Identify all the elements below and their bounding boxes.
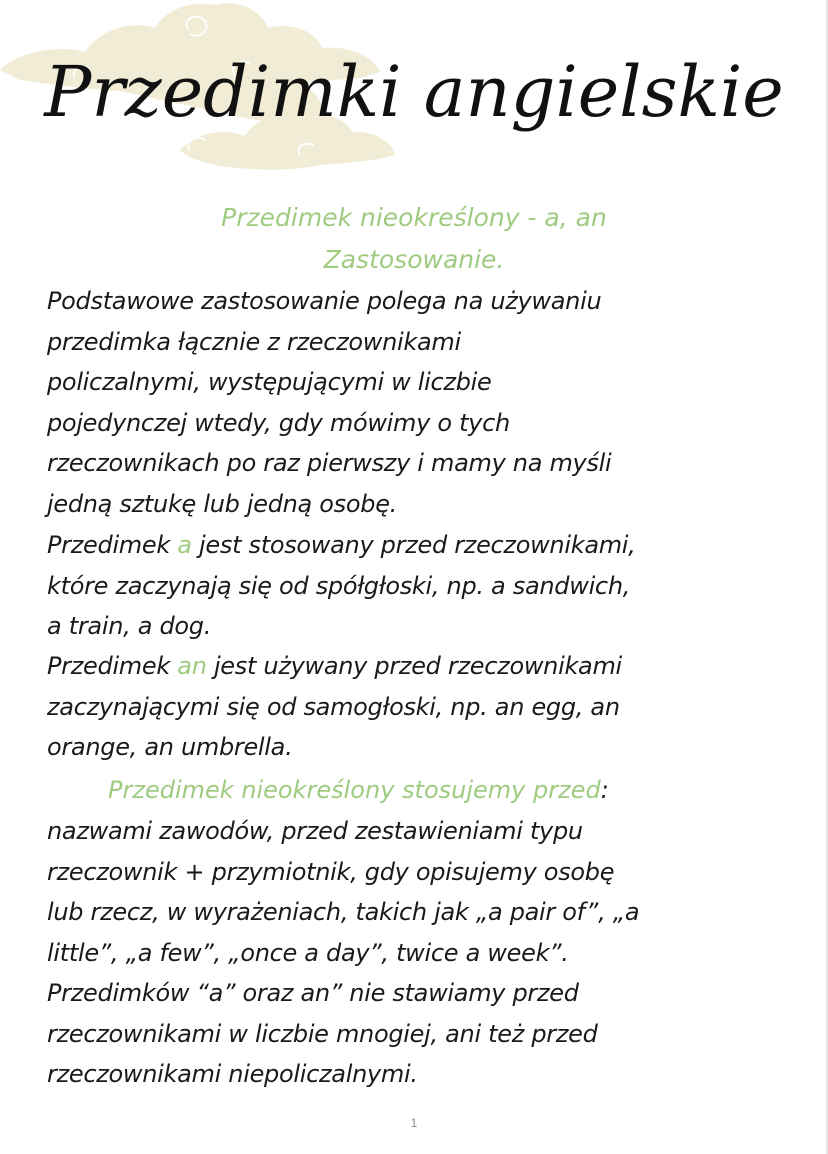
text-fragment: Przedimek xyxy=(47,531,178,559)
text-line: policzalnymi, występującymi w liczbie xyxy=(47,368,492,397)
paragraph-usage xyxy=(47,281,807,525)
page-number: 1 xyxy=(410,1116,418,1130)
heading-colon: : xyxy=(600,776,609,804)
text-line: które zaczynają się od spółgłoski, np. a sandwich, xyxy=(47,571,631,600)
section-title: Przedimek nieokreślony - a, an xyxy=(221,203,607,232)
paragraph-article-a xyxy=(47,525,807,647)
text-line: lub rzecz, w wyrażeniach, takich jak „a pair of”, „a xyxy=(47,898,640,927)
text-line: Podstawowe zastosowanie polega na używaniu xyxy=(47,287,602,315)
text-fragment: jest stosowany przed rzeczownikami, xyxy=(191,531,636,559)
text-fragment: Przedimek xyxy=(47,652,178,680)
text-line: rzeczownikach po raz pierwszy i mamy na myśli xyxy=(47,449,612,478)
paragraph-article-an xyxy=(47,646,807,768)
text-line: a train, a dog. xyxy=(47,612,212,641)
text-line: rzeczownikami niepoliczalnymi. xyxy=(47,1060,418,1089)
text-line: rzeczownikami w liczbie mnogiej, ani też przed xyxy=(47,1019,598,1048)
text-line: zaczynającymi się od samogłoski, np. an egg, an xyxy=(47,692,620,721)
text-line: orange, an umbrella. xyxy=(47,733,293,762)
highlight-article-an: an xyxy=(177,652,207,680)
text-line: jedną sztukę lub jedną osobę. xyxy=(47,489,397,518)
text-line: nazwami zawodów, przed zestawieniami typu xyxy=(47,817,583,845)
text-line: rzeczownik + przymiotnik, gdy opisujemy osobę xyxy=(47,857,615,886)
highlight-article-a: a xyxy=(177,531,192,559)
text-line xyxy=(47,525,807,566)
paragraph-cases xyxy=(47,811,807,973)
text-fragment: jest używany przed rzeczownikami xyxy=(206,652,622,680)
paragraph-exceptions xyxy=(47,973,807,1095)
section-heading-usage-before xyxy=(108,770,609,810)
section-subtitle: Zastosowanie. xyxy=(323,245,505,274)
heading-text: Przedimek nieokreślony stosujemy przed xyxy=(108,776,601,804)
text-line: Przedimków “a” oraz an” nie stawiamy przed xyxy=(47,979,579,1007)
text-line xyxy=(47,646,807,687)
text-line: little”, „a few”, „once a day”, twice a week”. xyxy=(47,938,569,967)
text-line: przedimka łącznie z rzeczownikami xyxy=(47,327,461,356)
text-line: pojedynczej wtedy, gdy mówimy o tych xyxy=(47,408,510,437)
page-title: Przedimki angielskie xyxy=(44,51,784,133)
